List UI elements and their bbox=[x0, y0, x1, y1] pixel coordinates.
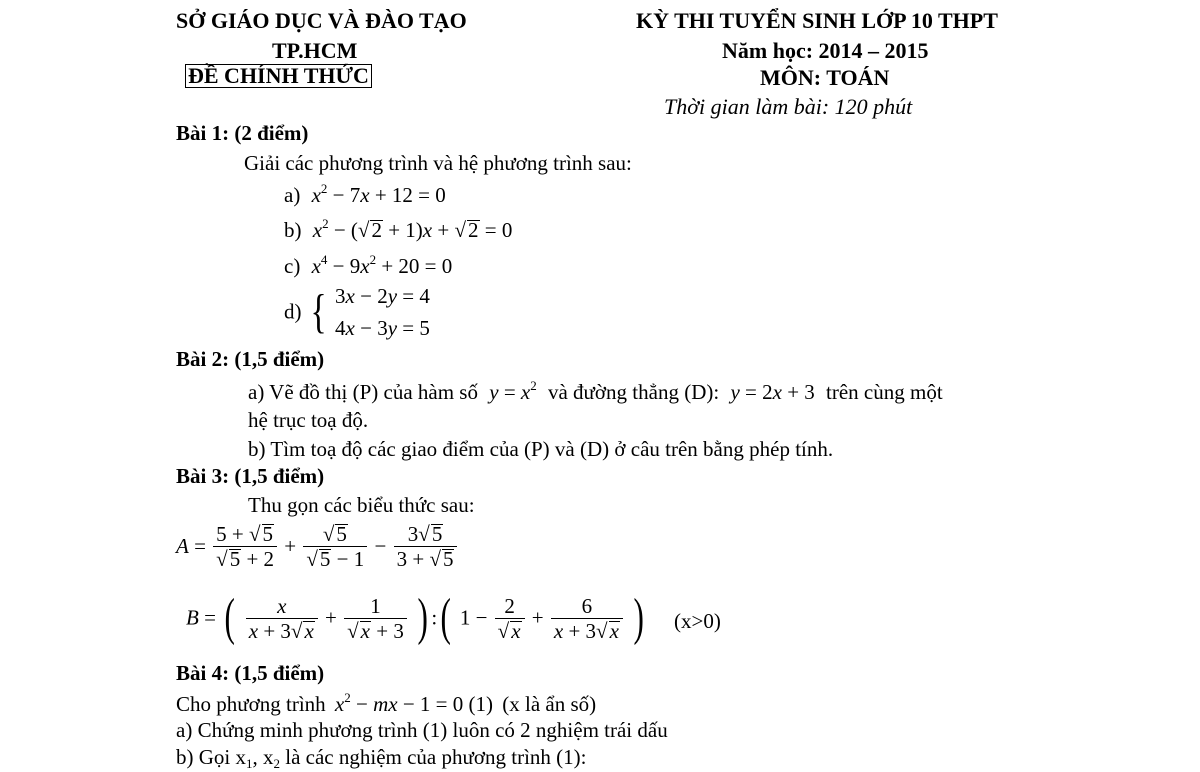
text: là các nghiệm của phương trình (1): bbox=[285, 745, 587, 769]
text: và đường thẳng (D): bbox=[547, 380, 720, 404]
problem-4-title: Bài 4: (1,5 điểm) bbox=[176, 661, 325, 685]
text: b) Gọi x bbox=[176, 745, 246, 769]
problem-4-part-b: b) Gọi $x_1$, $x_2$ là các nghiệm của phương trình (1): bbox=[176, 745, 587, 771]
expression-b-condition: (x>0) bbox=[674, 609, 721, 633]
problem-2-part-a-cont: hệ trục toạ độ. bbox=[248, 408, 369, 432]
text: a) Vẽ đồ thị (P) của hàm số bbox=[248, 380, 478, 404]
expression-b: B = ( $\frac{x}{x + 3√x}$ + $\frac{1}{√x + 3}$ ) :( 1 − $\frac{2}{√x}$ + $\frac{6}{x + 3√x}$ ) bbox=[186, 589, 645, 646]
problem-4-intro: Cho phương trình $x^2$ − mx − 1 = 0 (1) (x là ẩn số) bbox=[176, 690, 597, 716]
problem-2-title: Bài 2: (1,5 điểm) bbox=[176, 347, 325, 371]
problem-2-part-b: b) Tìm toạ độ các giao điểm của (P) và (D) ở câu trên bằng phép tính. bbox=[248, 437, 834, 461]
item-label: a) bbox=[284, 183, 301, 207]
problem-1-item-d: d) { 3x − 2y = 4 4x − 3y = 5 bbox=[284, 284, 430, 340]
official-exam-badge: ĐỀ CHÍNH THỨC bbox=[185, 64, 372, 88]
expression-a: A = $\frac{5 + √5}{√5 + 2}$ + $\frac{√5}{√5 - 1}$ − $\frac{3√5}{3 + √5}$ bbox=[176, 522, 459, 571]
problem-3-title: Bài 3: (1,5 điểm) bbox=[176, 464, 325, 488]
text: Cho phương trình bbox=[176, 692, 326, 716]
school-year: Năm học: 2014 – 2015 bbox=[722, 38, 929, 63]
item-label: d) bbox=[284, 299, 302, 324]
problem-1-title: Bài 1: (2 điểm) bbox=[176, 121, 309, 145]
problem-3-intro: Thu gọn các biểu thức sau: bbox=[248, 493, 475, 517]
duration: Thời gian làm bài: 120 phút bbox=[664, 94, 913, 119]
brace-icon: { bbox=[310, 285, 327, 338]
text: trên cùng một bbox=[826, 380, 943, 404]
problem-4-part-a: a) Chứng minh phương trình (1) luôn có 2 nghiệm trái dấu bbox=[176, 718, 668, 742]
subject: MÔN: TOÁN bbox=[760, 65, 890, 90]
exam-title: KỲ THI TUYỂN SINH LỚP 10 THPT bbox=[636, 8, 998, 33]
problem-1-item-c: c) $x^4 - 9x^2 + 20 = 0$ bbox=[284, 252, 453, 278]
item-label: b) bbox=[284, 218, 302, 242]
city-name: TP.HCM bbox=[272, 38, 358, 63]
item-label: c) bbox=[284, 254, 301, 278]
department-name: SỞ GIÁO DỤC VÀ ĐÀO TẠO bbox=[176, 8, 467, 33]
problem-1-intro: Giải các phương trình và hệ phương trình sau: bbox=[244, 151, 632, 175]
problem-2-part-a: a) Vẽ đồ thị (P) của hàm số $y = x^2$ và đường thẳng (D): y = 2x + 3 trên cùng một bbox=[248, 378, 943, 404]
problem-1-item-b: b) $x^2 - (√2 + 1)x + √2 = 0$ bbox=[284, 216, 513, 242]
text: (x là ẩn số) bbox=[502, 692, 597, 716]
problem-1-item-a: a) $x^2 - 7x + 12 = 0$ bbox=[284, 181, 446, 207]
